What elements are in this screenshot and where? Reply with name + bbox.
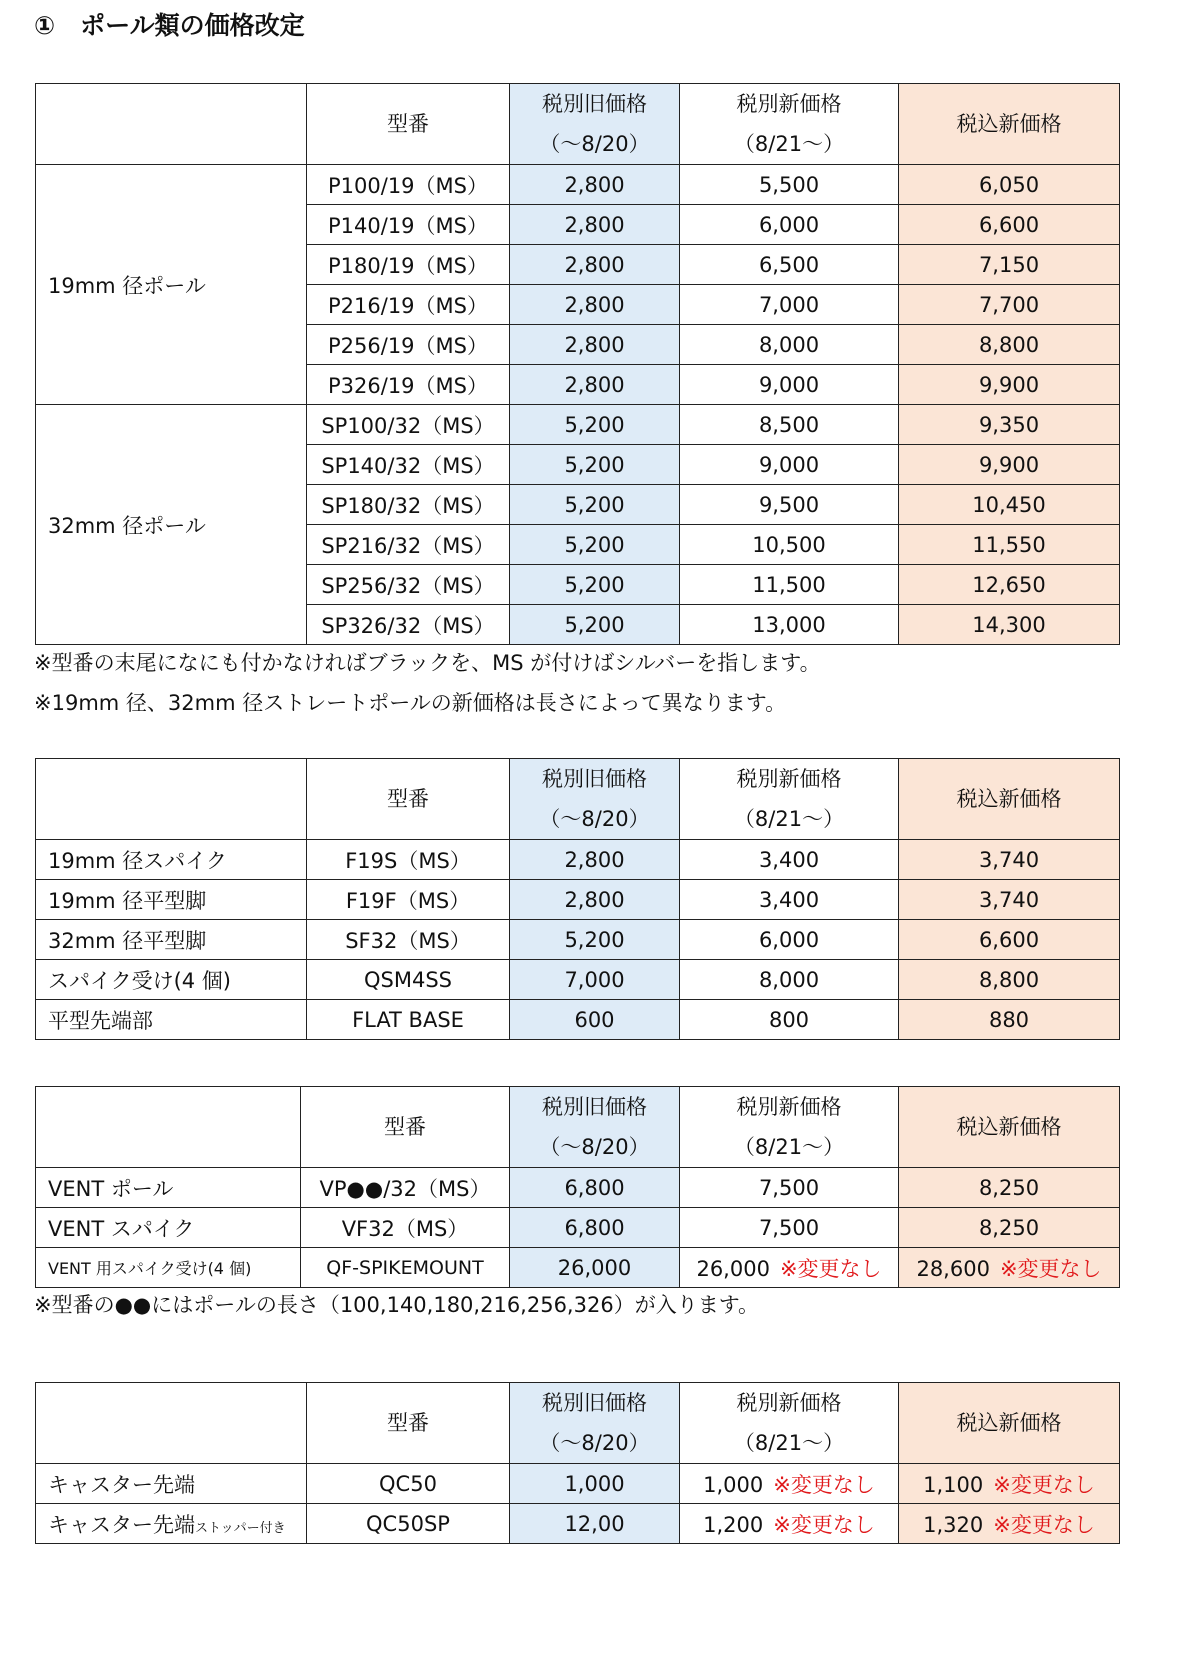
category-header-cell [36,1383,307,1464]
model-cell: FLAT BASE [307,1000,510,1040]
tax-in-price-cell: 880 [899,1000,1120,1040]
new-price-cell: 9,000 [680,445,899,485]
model-header: 型番 [307,1383,510,1464]
tax-in-price-cell: 14,300 [899,605,1120,645]
category-label-32mm-pole: 32mm 径ポール [36,405,307,645]
tax-in-price-header: 税込新価格 [899,1383,1120,1464]
old-price-cell: 5,200 [510,525,680,565]
category-label-main: キャスター先端 [48,1512,195,1537]
old-price-cell: 7,000 [510,960,680,1000]
old-price-cell: 1,000 [510,1464,680,1504]
new-price-cell: 9,000 [680,365,899,405]
model-cell: SP140/32（MS） [307,445,510,485]
table-row [36,840,1120,880]
tax-in-price-header: 税込新価格 [899,1087,1120,1168]
new-price-value: 26,000 [696,1256,770,1281]
model-cell: SP326/32（MS） [307,605,510,645]
old-price-cell: 2,800 [510,840,680,880]
new-price-cell [680,1464,899,1504]
old-price-cell: 5,200 [510,920,680,960]
model-header: 型番 [307,759,510,840]
model-cell: QSM4SS [307,960,510,1000]
new-price-cell: 6,000 [680,205,899,245]
new-price-cell [680,1248,899,1288]
category-header-cell [36,1087,301,1168]
category-label: VENT ポール [36,1168,301,1208]
tax-in-price-cell [899,1248,1120,1288]
model-cell: SP100/32（MS） [307,405,510,445]
table-header-row [36,1087,1120,1168]
pole-price-table [35,83,1120,645]
table-row [36,880,1120,920]
new-price-value: 1,000 [703,1472,764,1497]
unchanged-flag: ※変更なし [993,1472,1095,1497]
model-cell: P180/19（MS） [307,245,510,285]
model-cell: SP180/32（MS） [307,485,510,525]
table-row [36,165,1120,205]
table-row [36,1504,1120,1544]
old-price-cell: 2,800 [510,285,680,325]
new-price-cell: 7,500 [680,1208,899,1248]
tax-in-price-cell: 8,250 [899,1208,1120,1248]
old-price-cell: 5,200 [510,605,680,645]
model-cell: QC50 [307,1464,510,1504]
tax-in-price-cell: 7,700 [899,285,1120,325]
model-cell: P256/19（MS） [307,325,510,365]
tax-in-price-cell: 10,450 [899,485,1120,525]
new-price-header: 税別新価格 （8/21～） [680,759,899,840]
table-row [36,1464,1120,1504]
old-price-cell: 2,800 [510,365,680,405]
old-price-header: 税別旧価格 （～8/20） [510,759,680,840]
new-price-header: 税別新価格 （8/21～） [680,1087,899,1168]
model-cell: SP256/32（MS） [307,565,510,605]
category-label: キャスター先端 [36,1464,307,1504]
table-header-row [36,1383,1120,1464]
model-cell: VF32（MS） [301,1208,510,1248]
unchanged-flag: ※変更なし [779,1256,882,1281]
note-length-placeholder: ※型番の●●にはポールの長さ（100,140,180,216,256,326）が入ります。 [34,1293,760,1317]
new-price-cell: 7,000 [680,285,899,325]
model-cell: VP●●/32（MS） [301,1168,510,1208]
model-header: 型番 [301,1087,510,1168]
tax-in-price-cell: 9,350 [899,405,1120,445]
new-price-cell [680,1504,899,1544]
new-price-value: 1,200 [703,1512,764,1537]
category-label: 19mm 径スパイク [36,840,307,880]
category-label-19mm-pole: 19mm 径ポール [36,165,307,405]
tax-in-price-cell: 8,800 [899,960,1120,1000]
new-price-cell: 5,500 [680,165,899,205]
new-price-cell: 13,000 [680,605,899,645]
table-header-row [36,84,1120,165]
old-price-header: 税別旧価格 （～8/20） [510,1383,680,1464]
tax-in-price-cell: 9,900 [899,365,1120,405]
unchanged-flag: ※変更なし [773,1512,875,1537]
table-row [36,1248,1120,1288]
category-label: VENT スパイク [36,1208,301,1248]
unchanged-flag: ※変更なし [999,1256,1102,1281]
new-price-cell: 7,500 [680,1168,899,1208]
tax-in-price-cell: 6,600 [899,920,1120,960]
old-price-cell: 6,800 [510,1208,680,1248]
model-cell: P100/19（MS） [307,165,510,205]
old-price-cell: 6,800 [510,1168,680,1208]
new-price-cell: 3,400 [680,840,899,880]
model-cell: SF32（MS） [307,920,510,960]
old-price-cell: 2,800 [510,325,680,365]
new-price-cell: 800 [680,1000,899,1040]
tax-in-price-cell: 3,740 [899,840,1120,880]
unchanged-flag: ※変更なし [773,1472,875,1497]
new-price-cell: 8,000 [680,960,899,1000]
category-label: 32mm 径平型脚 [36,920,307,960]
new-price-cell: 11,500 [680,565,899,605]
table-row [36,1000,1120,1040]
tax-in-price-value: 1,100 [923,1472,984,1497]
new-price-cell: 9,500 [680,485,899,525]
model-cell: P216/19（MS） [307,285,510,325]
tax-in-price-header: 税込新価格 [899,84,1120,165]
tax-in-price-header: 税込新価格 [899,759,1120,840]
tax-in-price-cell [899,1464,1120,1504]
old-price-header: 税別旧価格 （～8/20） [510,1087,680,1168]
tax-in-price-cell: 6,600 [899,205,1120,245]
new-price-cell: 3,400 [680,880,899,920]
old-price-cell: 5,200 [510,445,680,485]
new-price-header: 税別新価格 （8/21～） [680,1383,899,1464]
note-price-by-length: ※19mm 径、32mm 径ストレートポールの新価格は長さによって異なります。 [34,691,787,715]
old-price-cell: 600 [510,1000,680,1040]
unchanged-flag: ※変更なし [993,1512,1095,1537]
tax-in-price-value: 1,320 [923,1512,984,1537]
old-price-cell: 2,800 [510,245,680,285]
model-header: 型番 [307,84,510,165]
table-row [36,920,1120,960]
new-price-cell: 10,500 [680,525,899,565]
model-cell: SP216/32（MS） [307,525,510,565]
tax-in-price-cell [899,1504,1120,1544]
table-row [36,1168,1120,1208]
table-row [36,405,1120,445]
tax-in-price-cell: 9,900 [899,445,1120,485]
model-cell: QF-SPIKEMOUNT [301,1248,510,1288]
tax-in-price-cell: 7,150 [899,245,1120,285]
note-color-suffix: ※型番の末尾になにも付かなければブラックを、MS が付けばシルバーを指します。 [34,651,821,675]
model-cell: F19F（MS） [307,880,510,920]
old-price-cell: 2,800 [510,880,680,920]
old-price-cell: 12,00 [510,1504,680,1544]
tax-in-price-value: 28,600 [916,1256,990,1281]
category-label: スパイク受け(4 個) [36,960,307,1000]
category-label: 19mm 径平型脚 [36,880,307,920]
category-label: VENT 用スパイク受け(4 個) [36,1248,301,1288]
old-price-cell: 5,200 [510,565,680,605]
tax-in-price-cell: 8,250 [899,1168,1120,1208]
old-price-cell: 5,200 [510,485,680,525]
old-price-cell: 5,200 [510,405,680,445]
new-price-cell: 8,500 [680,405,899,445]
tax-in-price-cell: 11,550 [899,525,1120,565]
model-cell: P326/19（MS） [307,365,510,405]
new-price-cell: 8,000 [680,325,899,365]
tax-in-price-cell: 12,650 [899,565,1120,605]
category-header-cell [36,84,307,165]
model-cell: P140/19（MS） [307,205,510,245]
old-price-cell: 2,800 [510,165,680,205]
table-row [36,1208,1120,1248]
category-label: 平型先端部 [36,1000,307,1040]
old-price-cell: 2,800 [510,205,680,245]
tax-in-price-cell: 8,800 [899,325,1120,365]
new-price-cell: 6,000 [680,920,899,960]
page-title: ① ポール類の価格改定 [34,11,305,40]
old-price-header: 税別旧価格 （～8/20） [510,84,680,165]
new-price-cell: 6,500 [680,245,899,285]
foot-price-table [35,758,1120,1040]
model-cell: F19S（MS） [307,840,510,880]
category-header-cell [36,759,307,840]
table-header-row [36,759,1120,840]
vent-price-table [35,1086,1120,1288]
caster-price-table [35,1382,1120,1544]
category-label [36,1504,307,1544]
tax-in-price-cell: 6,050 [899,165,1120,205]
category-label-sub: ストッパー付き [195,1520,286,1536]
table-row [36,960,1120,1000]
new-price-header: 税別新価格 （8/21～） [680,84,899,165]
tax-in-price-cell: 3,740 [899,880,1120,920]
old-price-cell: 26,000 [510,1248,680,1288]
model-cell: QC50SP [307,1504,510,1544]
